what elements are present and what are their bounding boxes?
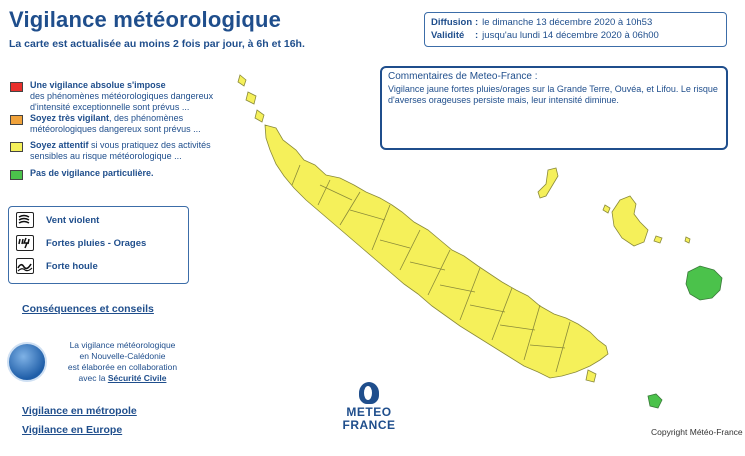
copyright-text: Copyright Météo-France — [651, 427, 743, 437]
diffusion-value: le dimanche 13 décembre 2020 à 10h53 — [482, 17, 653, 28]
diffusion-key: Diffusion — [431, 17, 473, 28]
logo-line-1: METEO — [346, 405, 392, 419]
legend-orange-strong: Soyez très vigilant — [30, 113, 110, 123]
legend-item-orange — [10, 113, 225, 135]
legend-green-strong: Pas de vigilance particulière. — [30, 168, 154, 178]
lifou-region — [612, 196, 648, 246]
orange-swatch — [10, 115, 23, 125]
green-swatch — [10, 170, 23, 180]
red-swatch — [10, 82, 23, 92]
mare-region — [686, 266, 722, 300]
wave-icon — [16, 258, 34, 274]
ile-des-pins-region — [648, 394, 662, 408]
commentary-heading: Commentaires de Meteo-France : — [388, 71, 538, 82]
sc-line-1: La vigilance météorologique — [69, 340, 176, 350]
small-islet-east — [654, 236, 662, 243]
risk-label-wave: Forte houle — [46, 261, 98, 272]
sc-line-3: est élaborée en collaboration — [67, 362, 178, 372]
grande-terre-region — [265, 125, 608, 378]
wind-icon — [16, 212, 34, 228]
legend-yellow-text: si vous pratiquez des activités sensibles au risque météorologique ... — [30, 140, 211, 161]
northern-islet-1 — [238, 75, 246, 86]
securite-civile-logo[interactable] — [7, 342, 47, 382]
meteo-france-logo[interactable] — [330, 382, 408, 440]
south-islet — [586, 370, 596, 382]
ouvea-region — [538, 168, 558, 198]
sc-line-4-pre: avec la — [78, 373, 108, 383]
validite-key: Validité — [431, 30, 465, 41]
diffusion-info-box: Diffusion : le dimanche 13 décembre 2020 à 10h53 Validité : jusqu'au lundi 14 décembre 2020 à 06h00 — [424, 12, 727, 47]
consequences-link[interactable]: Conséquences et conseils — [22, 303, 154, 315]
risk-label-storm: Fortes pluies - Orages — [46, 238, 147, 249]
commentary-body: Vigilance jaune fortes pluies/orages sur la Grande Terre, Ouvéa, et Lifou. Le risque d'averses orageuses persiste mais, leur intensité diminue. — [388, 84, 718, 105]
vigilance-metropole-link[interactable]: Vigilance en métropole — [22, 405, 137, 417]
securite-civile-text — [55, 340, 190, 384]
commentary-box — [380, 66, 728, 150]
tiga-islet — [603, 205, 610, 213]
vigilance-europe-link[interactable]: Vigilance en Europe — [22, 424, 123, 436]
legend-item-red — [10, 80, 225, 113]
legend-red-strong: Une vigilance absolue s'impose — [30, 80, 166, 90]
northern-islet-2 — [246, 92, 256, 104]
tiny-islet-east — [685, 237, 690, 243]
risk-row-wave — [16, 258, 186, 276]
northern-islet-3 — [255, 110, 264, 122]
storm-icon — [16, 235, 34, 251]
risk-row-storm — [16, 235, 186, 253]
risk-row-wind — [16, 212, 186, 230]
yellow-swatch — [10, 142, 23, 152]
legend-item-yellow — [10, 140, 225, 162]
sc-line-2: en Nouvelle-Calédonie — [79, 351, 166, 361]
legend-item-green — [10, 168, 225, 179]
legend-yellow-strong: Soyez attentif — [30, 140, 89, 150]
legend-orange-text: , des phénomènes météorologiques dangereux sont prévus ... — [30, 113, 201, 134]
page-subtitle: La carte est actualisée au moins 2 fois par jour, à 6h et 16h. — [9, 38, 305, 50]
securite-civile-link[interactable]: Sécurité Civile — [107, 373, 167, 383]
page-title: Vigilance météorologique — [9, 7, 282, 32]
logo-line-2: FRANCE — [342, 418, 396, 432]
meteo-france-mark-icon — [359, 382, 379, 404]
risk-label-wind: Vent violent — [46, 215, 100, 226]
validite-value: jusqu'au lundi 14 décembre 2020 à 06h00 — [482, 30, 659, 41]
legend-red-text: des phénomènes météorologiques dangereux d'intensité exceptionnelle sont prévus ... — [30, 91, 214, 112]
